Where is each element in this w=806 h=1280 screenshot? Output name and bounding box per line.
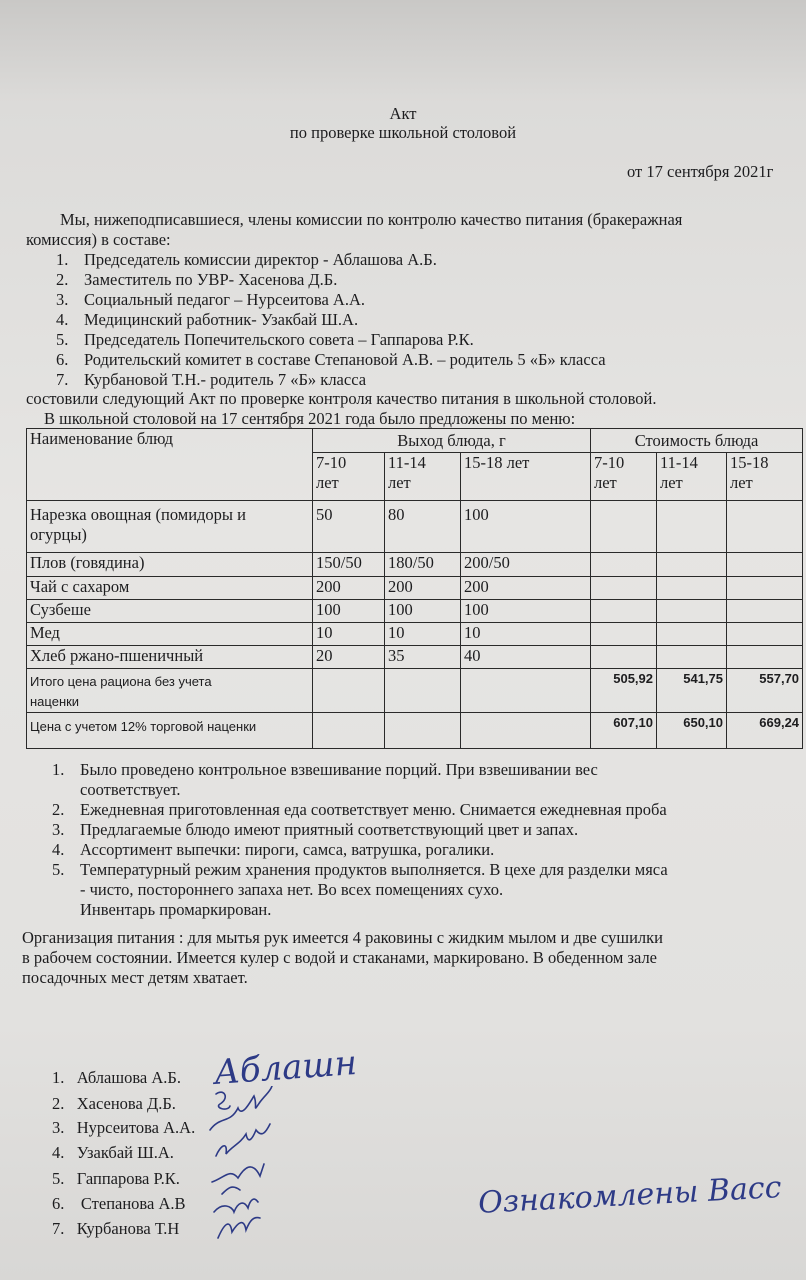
empty-cell [385, 713, 461, 749]
markup-price-7-10: 607,10 [591, 713, 657, 749]
member-item: 4. Медицинский работник- Узакбай Ш.А. [56, 310, 359, 329]
menu-intro: В школьной столовой на 17 сентября 2021 года было предложены по меню: [44, 409, 576, 428]
markup-row [27, 713, 803, 749]
finding-item-cont: - чисто, постороннего запаха нет. Во всех помещениях сухо. [80, 880, 504, 899]
doc-title: Акт [389, 104, 417, 123]
output-15-18: 100 [461, 501, 591, 553]
intro-line-2: комиссия) в составе: [26, 230, 171, 249]
table-header-row [27, 429, 803, 453]
output-7-10: 50 [313, 501, 385, 553]
cost-age-11-14: 11-14 лет [657, 453, 727, 501]
empty-cell [313, 713, 385, 749]
compiled-line: состовили следующий Акт по проверке контроля качество питания в школьной столовой. [26, 389, 657, 408]
table-row [27, 577, 803, 600]
cost-cell [591, 577, 657, 600]
age-7-10: 7-10 лет [313, 453, 385, 501]
dish-name: Сузбеше [27, 600, 313, 623]
output-15-18: 100 [461, 600, 591, 623]
menu-table [26, 428, 803, 749]
signature-1: Аблашн [212, 1043, 359, 1093]
empty-cell [461, 713, 591, 749]
total-price-15-18: 557,70 [727, 669, 803, 713]
cost-cell [591, 501, 657, 553]
total-price-11-14: 541,75 [657, 669, 727, 713]
output-11-14: 10 [385, 623, 461, 646]
signatures-scribbles [196, 1086, 316, 1256]
age-11-14: 11-14 лет [385, 453, 461, 501]
finding-item: 2. Ежедневная приготовленная еда соответствует меню. Снимается ежедневная проба [52, 800, 667, 819]
output-7-10: 10 [313, 623, 385, 646]
signatory: 6. Степанова А.В [52, 1194, 186, 1213]
cost-cell [591, 553, 657, 577]
output-7-10: 200 [313, 577, 385, 600]
cost-cell [657, 623, 727, 646]
cost-cell [657, 577, 727, 600]
intro-line-1: Мы, нижеподписавшиеся, члены комиссии по контролю качество питания (бракеражная [60, 210, 683, 229]
doc-date: от 17 сентября 2021г [627, 162, 774, 181]
header-dish-name: Наименование блюд [27, 429, 313, 501]
total-price-7-10: 505,92 [591, 669, 657, 713]
acquainted-signature: Ознакомлены Васс [477, 1170, 783, 1221]
output-15-18: 200 [461, 577, 591, 600]
cost-cell [657, 600, 727, 623]
total-row [27, 669, 803, 713]
header-output: Выход блюда, г [313, 429, 591, 453]
cost-cell [657, 501, 727, 553]
cost-cell [591, 646, 657, 669]
signatory: 3. Нурсеитова А.А. [52, 1118, 196, 1137]
markup-label: Цена с учетом 12% торговой наценки [27, 713, 313, 749]
signatory: 2. Хасенова Д.Б. [52, 1094, 176, 1113]
doc-subtitle: по проверке школьной столовой [289, 123, 517, 142]
signatory: 1. Аблашова А.Б. [52, 1068, 181, 1087]
header-cost: Стоимость блюда [591, 429, 803, 453]
org-line-3: посадочных мест детям хватает. [22, 968, 248, 987]
output-11-14: 200 [385, 577, 461, 600]
cost-cell [727, 577, 803, 600]
output-7-10: 20 [313, 646, 385, 669]
cost-cell [727, 623, 803, 646]
finding-item: 1. Было проведено контрольное взвешивание порций. При взвешивании вес [52, 760, 598, 779]
cost-cell [657, 646, 727, 669]
output-15-18: 200/50 [461, 553, 591, 577]
cost-age-7-10: 7-10 лет [591, 453, 657, 501]
cost-cell [591, 623, 657, 646]
member-item: 7. Курбановой Т.Н.- родитель 7 «Б» класса [56, 370, 367, 389]
empty-cell [461, 669, 591, 713]
table-row [27, 600, 803, 623]
member-item: 6. Родительский комитет в составе Степановой А.В. – родитель 5 «Б» класса [56, 350, 606, 369]
signatory: 7. Курбанова Т.Н [52, 1219, 180, 1238]
table-row [27, 623, 803, 646]
member-item: 1. Председатель комиссии директор - Аблашова А.Б. [56, 250, 437, 269]
signatory: 5. Гаппарова Р.К. [52, 1169, 180, 1188]
cost-cell [727, 501, 803, 553]
cost-cell [727, 600, 803, 623]
age-15-18: 15-18 лет [461, 453, 591, 501]
dish-name: Нарезка овощная (помидоры и огурцы) [27, 501, 313, 553]
table-row [27, 646, 803, 669]
dish-name: Чай с сахаром [27, 577, 313, 600]
table-row [27, 501, 803, 553]
cost-cell [727, 646, 803, 669]
output-11-14: 180/50 [385, 553, 461, 577]
table-row [27, 553, 803, 577]
markup-price-15-18: 669,24 [727, 713, 803, 749]
markup-price-11-14: 650,10 [657, 713, 727, 749]
finding-item-cont: Инвентарь промаркирован. [80, 900, 272, 919]
output-11-14: 100 [385, 600, 461, 623]
finding-item: 4. Ассортимент выпечки: пироги, самса, ватрушка, рогалики. [52, 840, 495, 859]
member-item: 2. Заместитель по УВР- Хасенова Д.Б. [56, 270, 338, 289]
org-line-1: Организация питания : для мытья рук имеется 4 раковины с жидким мылом и две сушилки [22, 928, 663, 947]
output-11-14: 35 [385, 646, 461, 669]
output-7-10: 150/50 [313, 553, 385, 577]
cost-cell [727, 553, 803, 577]
dish-name: Плов (говядина) [27, 553, 313, 577]
member-item: 5. Председатель Попечительского совета – Гаппарова Р.К. [56, 330, 474, 349]
cost-cell [591, 600, 657, 623]
total-label: Итого цена рациона без учета наценки [27, 669, 313, 713]
output-11-14: 80 [385, 501, 461, 553]
output-7-10: 100 [313, 600, 385, 623]
finding-item-cont: соответствует. [80, 780, 181, 799]
empty-cell [385, 669, 461, 713]
output-15-18: 40 [461, 646, 591, 669]
empty-cell [313, 669, 385, 713]
finding-item: 3. Предлагаемые блюдо имеют приятный соответствующий цвет и запах. [52, 820, 579, 839]
output-15-18: 10 [461, 623, 591, 646]
member-item: 3. Социальный педагог – Нурсеитова А.А. [56, 290, 365, 309]
dish-name: Мед [27, 623, 313, 646]
findings-list [52, 760, 668, 920]
finding-item: 5. Температурный режим хранения продуктов выполняется. В цехе для разделки мяса [52, 860, 668, 879]
dish-name: Хлеб ржано-пшеничный [27, 646, 313, 669]
cost-cell [657, 553, 727, 577]
signatory: 4. Узакбай Ш.А. [52, 1143, 174, 1162]
commission-members [56, 250, 606, 390]
cost-age-15-18: 15-18 лет [727, 453, 803, 501]
org-line-2: в рабочем состоянии. Имеется кулер с водой и стаканами, маркировано. В обеденном зале [22, 948, 658, 967]
